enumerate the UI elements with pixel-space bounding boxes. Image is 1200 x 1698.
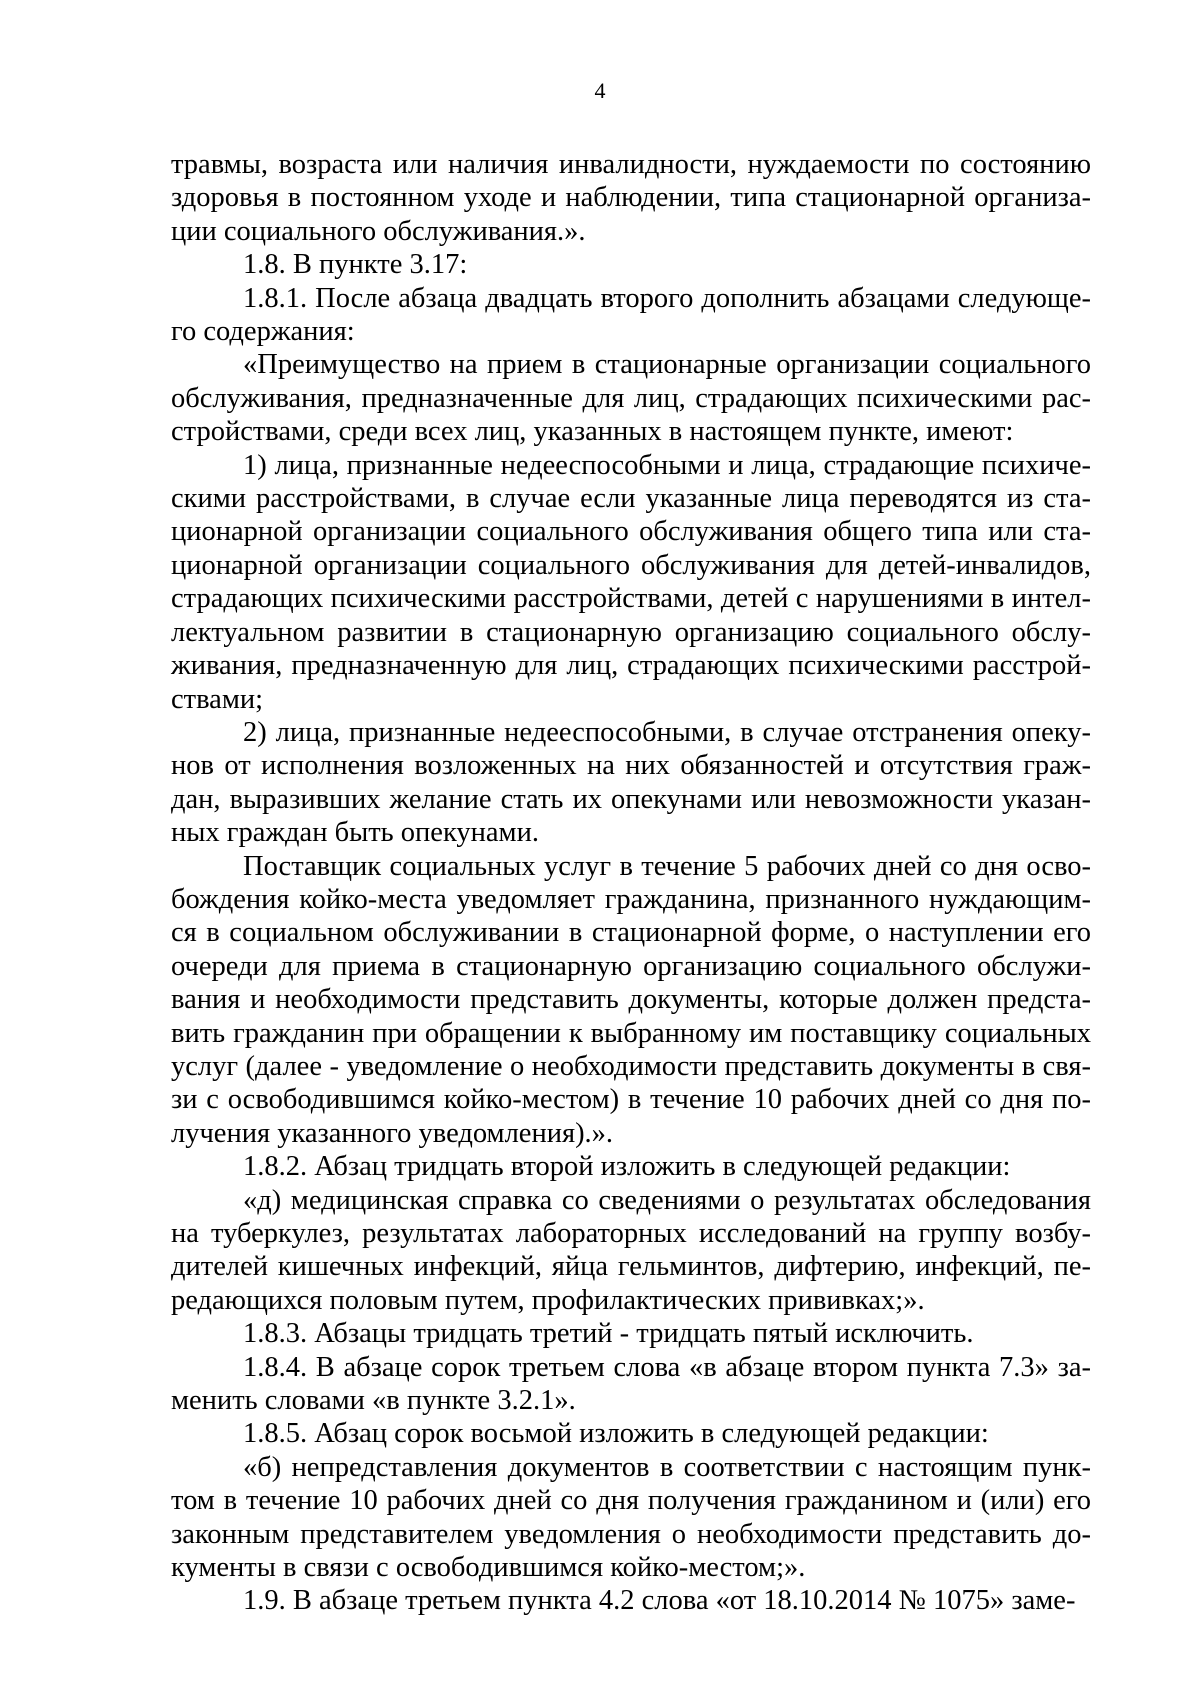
paragraph: 1.8.4. В абзаце сорок третьем слова «в абзаце втором пункта 7.3» заменить словами «в пункте 3.2.1». xyxy=(171,1351,1091,1417)
paragraph: 1) лица, признанные недееспособными и лица, страдающие психическими расстройствами, в случае если указанные лица переводятся из стационарной организации социального обслуживания общего типа или стационарной организации социального обслуживания для детей-инвалидов, страдающих психическими расстройствами, детей с нарушениями в интеллектуальном развитии в стационарную организацию социального обслуживания, предназначенную для лиц, страдающих психическими расстройствами; xyxy=(171,449,1091,715)
paragraph: 1.8.1. После абзаца двадцать второго дополнить абзацами следующего содержания: xyxy=(171,282,1091,348)
paragraph: травмы, возраста или наличия инвалидности, нуждаемости по состоянию здоровья в постоянном уходе и наблюдении, типа стационарной организации социального обслуживания.». xyxy=(171,149,1091,247)
paragraph: 1.8.2. Абзац тридцать второй изложить в следующей редакции: xyxy=(243,1151,1011,1183)
paragraph: 1.9. В абзаце третьем пункта 4.2 слова «от 18.10.2014 № 1075» заме- xyxy=(243,1585,1076,1617)
paragraph: 2) лица, признанные недееспособными, в случае отстранения опекунов от исполнения возложенных на них обязанностей и отсутствия граждан, выразивших желание стать их опекунами или невозможности указанных граждан быть опекунами. xyxy=(171,716,1091,849)
paragraph: «б) непредставления документов в соответствии с настоящим пунктом в течение 10 рабочих дней со дня получения гражданином и (или) его законным представителем уведомления о необходимости представить документы в связи с освободившимся койко-местом;». xyxy=(171,1451,1091,1584)
paragraph: «д) медицинская справка со сведениями о результатах обследования на туберкулез, результатах лабораторных исследований на группу возбудителей кишечных инфекций, яйца гельминтов, дифтерию, инфекций, передающихся половым путем, профилактических прививках;». xyxy=(171,1184,1091,1316)
paragraph: 1.8.3. Абзацы тридцать третий - тридцать пятый исключить. xyxy=(243,1318,974,1350)
page-number: 4 xyxy=(594,78,606,103)
paragraph: 1.8.5. Абзац сорок восьмой изложить в следующей редакции: xyxy=(243,1418,989,1450)
paragraph: 1.8. В пункте 3.17: xyxy=(243,249,468,281)
paragraph: Поставщик социальных услуг в течение 5 рабочих дней со дня освобождения койко-места уведомляет гражданина, признанного нуждающимся в социальном обслуживании в стационарной форме, о наступлении его очереди для приема в стационарную организацию социального обслуживания и необходимости представить документы, которые должен представить гражданин при обращении к выбранному им поставщику социальных услуг (далее - уведомление о необходимости представить документы в связи с освободившимся койко-местом) в течение 10 рабочих дней со дня получения указанного уведомления).». xyxy=(171,850,1091,1149)
paragraph: «Преимущество на прием в стационарные организации социального обслуживания, предназначенные для лиц, страдающих психическими расстройствами, среди всех лиц, указанных в настоящем пункте, имеют: xyxy=(171,349,1091,448)
document-body xyxy=(171,148,1091,1618)
